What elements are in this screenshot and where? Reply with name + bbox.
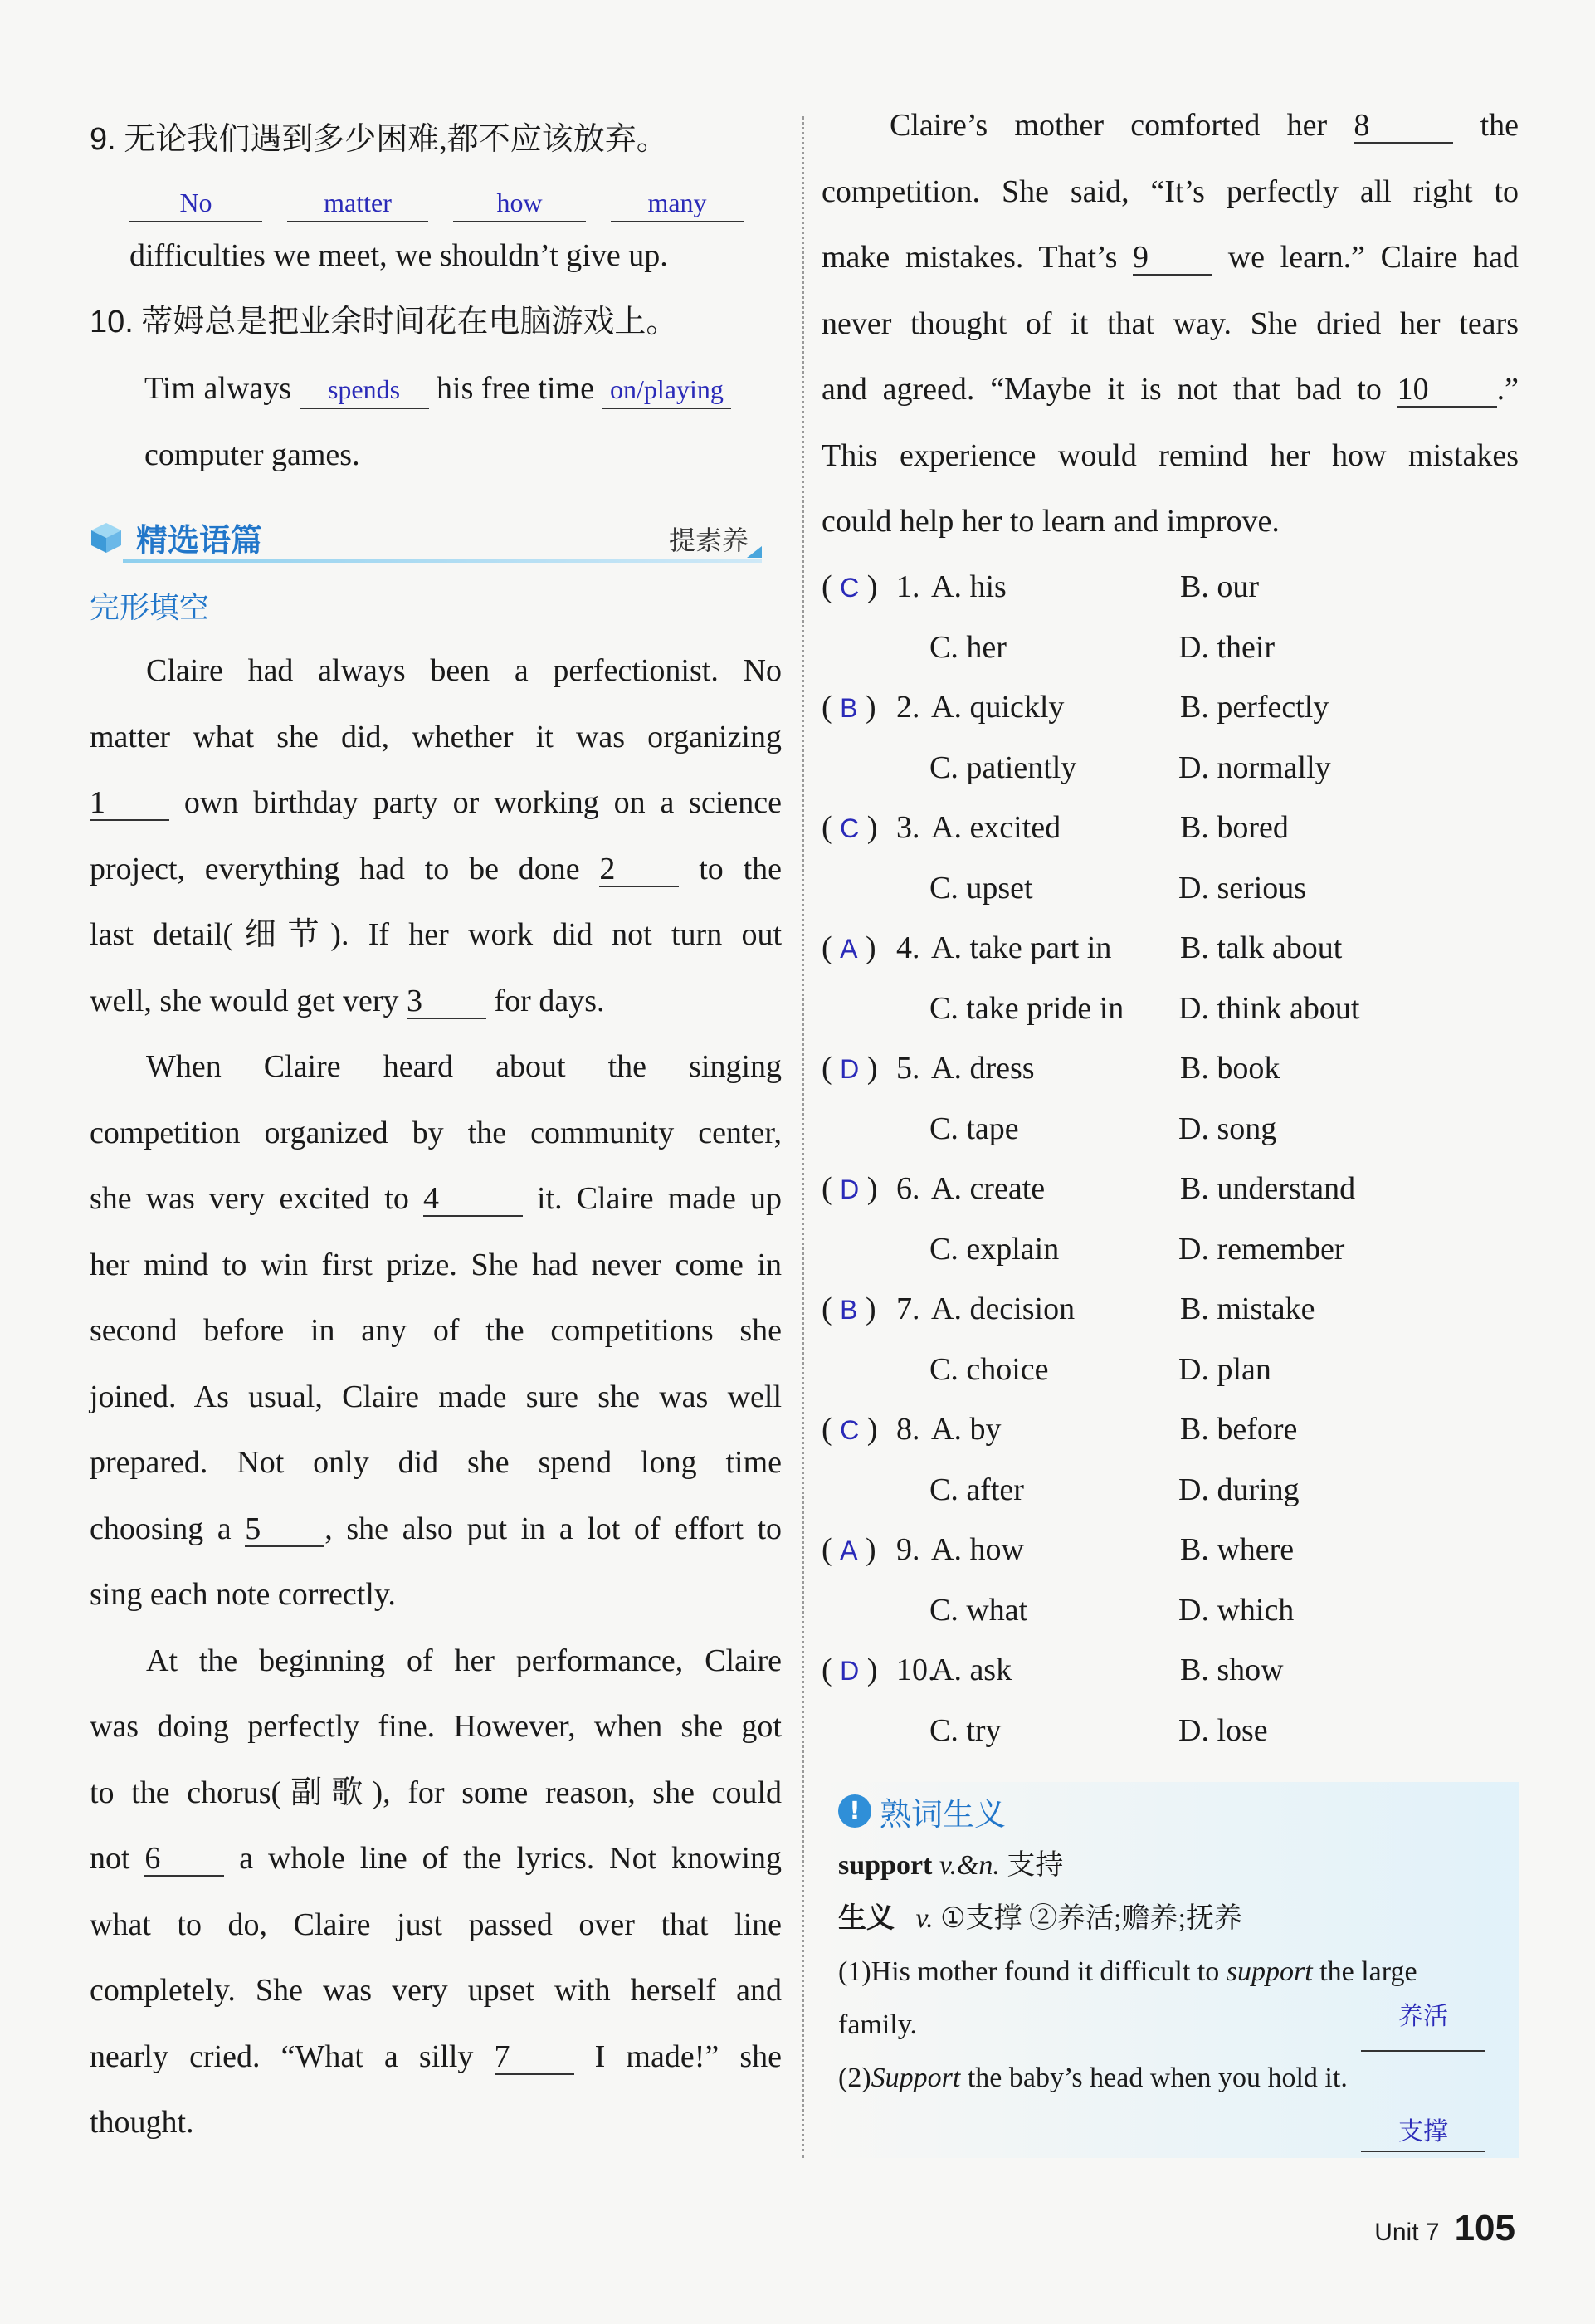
- answer-paren: ( C ): [822, 569, 878, 604]
- answer-paren: ( D ): [822, 1050, 878, 1086]
- option-b: B. our: [1180, 569, 1259, 604]
- question-number: 4.: [896, 930, 920, 965]
- answer-letter: A: [840, 1535, 858, 1565]
- row-indent: [822, 738, 929, 798]
- passage-paragraph-1: [90, 638, 782, 1034]
- passage-line: This experience would remind her how mistakes: [822, 437, 1519, 473]
- vocab-example-2: [838, 2052, 1519, 2105]
- passage-line: [90, 1826, 782, 1892]
- page-footer: [1374, 2208, 1515, 2249]
- cloze-blank-6: 6: [144, 1842, 224, 1877]
- option-a: A. decision: [931, 1291, 1076, 1326]
- option-d: D. their: [1178, 629, 1276, 665]
- cloze-blank-2: 2: [599, 852, 679, 887]
- passage-paragraph-2: [90, 1034, 782, 1628]
- answer-letter: C: [840, 572, 860, 603]
- passage-line: matter what she did, whether it was organizing: [90, 719, 782, 754]
- question-number: 2.: [896, 689, 920, 725]
- row-indent: [822, 618, 929, 677]
- vocab-example-1-cont: [838, 1999, 1519, 2052]
- exclamation-icon: !: [838, 1794, 871, 1828]
- answer-paren: ( C ): [822, 809, 878, 845]
- row-indent: [822, 858, 929, 918]
- option-d: D. song: [1178, 1111, 1277, 1146]
- option-d: D. remember: [1178, 1231, 1345, 1267]
- option-d: D. which: [1178, 1592, 1295, 1628]
- passage-line: [90, 1166, 782, 1233]
- passage-line: was doing perfectly fine. However, when she got: [90, 1709, 782, 1744]
- q10-number: 10.: [90, 305, 134, 339]
- option-c: C. after: [929, 1472, 1024, 1507]
- question-row-2: [822, 1460, 1519, 1520]
- question-row: [822, 557, 1519, 618]
- line-text: , she also put in a lot of effort to: [324, 1511, 783, 1546]
- q10-blank-1: spends: [300, 371, 429, 409]
- answer-paren: ( B ): [822, 1291, 876, 1326]
- passage-line: could help her to learn and improve.: [822, 504, 1280, 539]
- vocab-new-pos: v.: [915, 1902, 934, 1934]
- section-tag: 提素养: [668, 525, 749, 556]
- passage-line: sing each note correctly.: [90, 1577, 396, 1612]
- row-indent: [822, 979, 929, 1038]
- passage-line: competition organized by the community center,: [90, 1115, 782, 1150]
- vocab-note: [822, 1782, 1519, 2158]
- q10-blank-2: on/playing: [602, 371, 731, 409]
- example-text: family.: [838, 2009, 918, 2040]
- line-text: Claire’s mother comforted her: [890, 108, 1328, 143]
- option-a: A. his: [931, 569, 1007, 604]
- answer-letter: C: [840, 1414, 860, 1445]
- passage-line: last detail(细节). If her work did not turn out: [90, 917, 782, 952]
- option-b: B. mistake: [1180, 1291, 1315, 1326]
- line-text: for days.: [494, 983, 605, 1018]
- answer-paren: ( D ): [822, 1170, 878, 1206]
- row-indent: [822, 1460, 929, 1520]
- answer-letter: B: [840, 1294, 858, 1325]
- option-b: B. talk about: [1180, 930, 1343, 965]
- question-row: [822, 1159, 1519, 1219]
- question-row-2: [822, 618, 1519, 677]
- question-row: [822, 1038, 1519, 1099]
- vocab-new-meaning-line: [838, 1892, 1519, 1946]
- vocab-example-1: [838, 1946, 1519, 1999]
- question-row-2: [822, 979, 1519, 1038]
- passage-line: joined. As usual, Claire made sure she was well: [90, 1379, 782, 1414]
- question-row-2: [822, 1340, 1519, 1399]
- answer-paren: ( B ): [822, 689, 876, 725]
- passage-line: When Claire heard about the singing: [146, 1049, 782, 1084]
- vocab-new-meaning: ①支撑 ②养活;赡养;抚养: [940, 1902, 1242, 1934]
- example-keyword: support: [1226, 1955, 1313, 1987]
- q9-blanks: [129, 173, 782, 222]
- line-text: a whole line of the lyrics. Not knowing: [239, 1841, 783, 1876]
- option-a: A. by: [931, 1411, 1002, 1447]
- question-row-2: [822, 1580, 1519, 1640]
- question-number: 10.: [896, 1652, 936, 1687]
- option-c: C. patiently: [929, 749, 1077, 785]
- answer-paren: ( A ): [822, 930, 876, 965]
- line-text: she was very excited to: [90, 1181, 409, 1216]
- answer-letter: D: [840, 1174, 860, 1204]
- example-text: the large: [1319, 1955, 1417, 1987]
- question-row: [822, 918, 1519, 979]
- line-text: the: [1480, 108, 1519, 143]
- section-rule: [123, 559, 762, 563]
- vocab-word-line: [838, 1839, 1519, 1892]
- question-row-2: [822, 858, 1519, 918]
- option-c: C. tape: [929, 1111, 1019, 1146]
- cloze-blank-4: 4: [423, 1182, 523, 1217]
- vocab-example-2-answer: [838, 2105, 1519, 2158]
- q9-blank-2: matter: [287, 184, 428, 222]
- option-b: B. before: [1180, 1411, 1298, 1447]
- question-row-2: [822, 738, 1519, 798]
- cloze-blank-1: 1: [90, 786, 169, 821]
- cloze-blank-5: 5: [245, 1512, 324, 1547]
- vocab-meaning: 支持: [1007, 1849, 1064, 1881]
- example-answer-1: 养活: [1361, 1999, 1485, 2052]
- cloze-blank-10: 10: [1397, 373, 1497, 408]
- question-row-2: [822, 1219, 1519, 1279]
- answer-letter: D: [840, 1655, 860, 1686]
- question-row: [822, 798, 1519, 858]
- passage-line: thought.: [90, 2105, 194, 2140]
- line-text: own birthday party or working on a science: [183, 785, 782, 820]
- passage-line: [90, 969, 782, 1035]
- option-a: A. take part in: [931, 930, 1112, 965]
- triangle-icon: [747, 546, 762, 558]
- line-text: well, she would get very: [90, 983, 399, 1018]
- vocab-pos: v.&n.: [939, 1849, 1000, 1881]
- left-column: [90, 106, 782, 2156]
- q10-line: [90, 355, 782, 422]
- translation-q10: [90, 289, 782, 355]
- passage-line: her mind to win first prize. She had never come in: [90, 1247, 782, 1282]
- question-row-2: [822, 1701, 1519, 1760]
- option-a: A. ask: [931, 1652, 1012, 1687]
- option-c: C. what: [929, 1592, 1028, 1628]
- cloze-blank-7: 7: [495, 2040, 574, 2075]
- question-number: 8.: [896, 1411, 920, 1447]
- option-d: D. plan: [1178, 1351, 1271, 1387]
- example-text: (2): [838, 2062, 871, 2093]
- passage-line: [90, 1496, 782, 1563]
- example-keyword: Support: [871, 2062, 961, 2093]
- option-b: B. understand: [1180, 1170, 1356, 1206]
- vocab-note-title: 熟词生义: [880, 1795, 1007, 1833]
- question-row: [822, 1399, 1519, 1460]
- section-header: [90, 508, 782, 566]
- q9-blank-4: many: [611, 184, 744, 222]
- passage-paragraph-4: [822, 93, 1519, 555]
- option-d: D. think about: [1178, 990, 1360, 1026]
- line-text: .”: [1496, 372, 1519, 407]
- cloze-blank-9: 9: [1133, 241, 1212, 276]
- cloze-subtitle: 完形填空: [90, 591, 210, 625]
- cloze-blank-3: 3: [407, 984, 486, 1019]
- cloze-blank-8: 8: [1354, 109, 1453, 144]
- line-text: not: [90, 1841, 130, 1876]
- passage-line: [822, 357, 1519, 423]
- q9-blank-3: how: [453, 184, 586, 222]
- q9-prompt: 无论我们遇到多少困难,都不应该放弃。: [124, 122, 668, 157]
- row-indent: [822, 1099, 929, 1159]
- option-d: D. normally: [1178, 749, 1331, 785]
- question-row-2: [822, 1099, 1519, 1159]
- passage-line: At the beginning of her performance, Claire: [146, 1643, 782, 1678]
- passage-line: prepared. Not only did she spend long time: [90, 1445, 782, 1480]
- line-text: I made!” she: [594, 2038, 782, 2074]
- passage-line: completely. She was very upset with herself and: [90, 1973, 782, 2008]
- line-text: to the: [699, 851, 782, 886]
- row-indent: [822, 1701, 929, 1760]
- vocab-note-header: [838, 1789, 1519, 1834]
- option-b: B. bored: [1180, 809, 1289, 845]
- q10-rest: computer games.: [144, 437, 360, 472]
- example-answer-2: 支撑: [1361, 2114, 1485, 2152]
- option-b: B. where: [1180, 1531, 1295, 1567]
- row-indent: [822, 1580, 929, 1640]
- option-d: D. serious: [1178, 870, 1307, 906]
- passage-line: never thought of it that way. She dried her tears: [822, 305, 1519, 341]
- column-divider: [802, 116, 804, 2158]
- passage-line: what to do, Claire just passed over that line: [90, 1907, 782, 1942]
- line-text: and agreed. “Maybe it is not that bad to: [822, 372, 1382, 407]
- question-row: [822, 1520, 1519, 1580]
- passage-line: [90, 2024, 782, 2091]
- answer-letter: D: [840, 1053, 860, 1084]
- q10-pre: Tim always: [144, 371, 292, 406]
- passage-line: Claire had always been a perfectionist. No: [146, 653, 782, 688]
- option-a: A. excited: [931, 809, 1061, 845]
- line-text: make mistakes. That’s: [822, 240, 1118, 275]
- answer-paren: ( A ): [822, 1531, 876, 1567]
- passage-paragraph-3: [90, 1628, 782, 2156]
- q10-prompt: 蒂姆总是把业余时间花在电脑游戏上。: [141, 305, 678, 339]
- page-number: 105: [1454, 2208, 1515, 2248]
- option-c: C. choice: [929, 1351, 1049, 1387]
- question-number: 3.: [896, 809, 920, 845]
- option-c: C. explain: [929, 1231, 1060, 1267]
- line-text: project, everything had to be done: [90, 851, 580, 886]
- question-number: 9.: [896, 1531, 920, 1567]
- q10-mid: his free time: [437, 371, 594, 406]
- example-text: the baby’s head when you hold it.: [967, 2062, 1348, 2093]
- unit-label: Unit 7: [1374, 2219, 1440, 2246]
- q9-rest: difficulties we meet, we shouldn’t give up.: [129, 238, 668, 273]
- vocab-new-label: 生义: [838, 1902, 895, 1934]
- translation-q9: [90, 106, 782, 173]
- passage-line: [90, 837, 782, 903]
- question-number: 1.: [896, 569, 920, 604]
- line-text: we learn.” Claire had: [1227, 240, 1519, 275]
- passage-line: [822, 93, 1519, 159]
- answer-paren: ( C ): [822, 1411, 878, 1447]
- line-text: nearly cried. “What a silly: [90, 2038, 474, 2074]
- option-a: A. quickly: [931, 689, 1065, 725]
- question-number: 7.: [896, 1291, 920, 1326]
- option-c: C. upset: [929, 870, 1033, 906]
- passage-line: second before in any of the competitions she: [90, 1313, 782, 1348]
- option-b: B. show: [1180, 1652, 1284, 1687]
- question-row: [822, 1279, 1519, 1340]
- answer-letter: C: [840, 813, 860, 843]
- q9-number: 9.: [90, 122, 116, 157]
- vocab-word: support: [838, 1849, 933, 1881]
- line-text: it. Claire made up: [537, 1181, 782, 1216]
- example-text: (1)His mother found it difficult to: [838, 1955, 1220, 1987]
- option-b: B. book: [1180, 1050, 1280, 1086]
- cube-icon: [90, 521, 123, 554]
- passage-line: [90, 770, 782, 837]
- option-d: D. lose: [1178, 1712, 1268, 1748]
- option-c: C. try: [929, 1712, 1002, 1748]
- section-title: 精选语篇: [136, 522, 263, 559]
- answer-paren: ( D ): [822, 1652, 878, 1687]
- line-text: choosing a: [90, 1511, 232, 1546]
- answer-letter: B: [840, 692, 858, 723]
- row-indent: [822, 1219, 929, 1279]
- option-a: A. dress: [931, 1050, 1035, 1086]
- passage-line: [822, 225, 1519, 291]
- option-a: A. create: [931, 1170, 1046, 1206]
- option-b: B. perfectly: [1180, 689, 1329, 725]
- question-number: 6.: [896, 1170, 920, 1206]
- question-row: [822, 677, 1519, 738]
- right-column: [822, 106, 1519, 2158]
- question-row: [822, 1640, 1519, 1701]
- option-c: C. take pride in: [929, 990, 1124, 1026]
- passage-line: to the chorus(副歌), for some reason, she could: [90, 1775, 782, 1810]
- question-list: [822, 557, 1519, 1760]
- option-a: A. how: [931, 1531, 1024, 1567]
- answer-letter: A: [840, 933, 858, 964]
- passage-line: competition. She said, “It’s perfectly all right to: [822, 173, 1519, 209]
- q9-blank-1: No: [129, 184, 262, 222]
- question-number: 5.: [896, 1050, 920, 1086]
- row-indent: [822, 1340, 929, 1399]
- option-d: D. during: [1178, 1472, 1300, 1507]
- option-c: C. her: [929, 629, 1007, 665]
